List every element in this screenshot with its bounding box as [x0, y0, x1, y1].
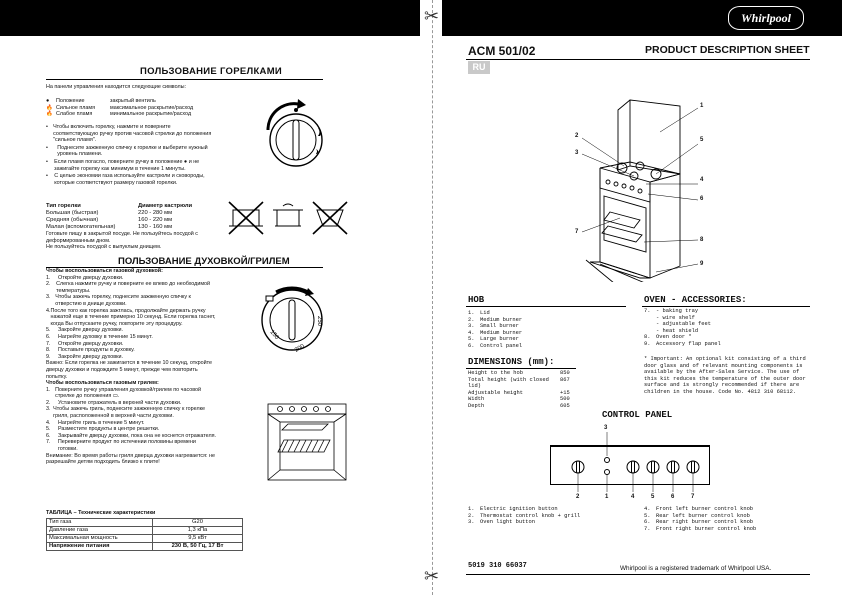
list-item: 3. Small burner: [468, 323, 519, 330]
list-item: - heat shield: [656, 327, 699, 334]
table-row: Напряжение питания 230 В, 50 Гц, 17 Вт: [47, 543, 243, 551]
callout-7: 7: [575, 229, 579, 235]
oven-interior-diagram: [258, 400, 358, 490]
accessories-list: [644, 308, 810, 348]
footer-rule: [466, 574, 810, 575]
callout-lines: [560, 92, 710, 282]
table-row: Width 500: [468, 396, 570, 403]
list-item: 5. Rear left burner control knob: [644, 512, 750, 519]
burner-bullets: • Чтобы включить горелку, нажмите и поверните соответствующую ручку против часовой стрелки до положения "сильное пламя". • Поднесите зажженную спичку к горелке и выберите нужный уровень пламени. • Если пламя погасло, поверните ручку в положение ● и не зажигайте горелку как минимум в течение 1 минуты. • С целью экономии газа используйте кастрюли и сковороды, которые соответствуют размеру газовой горелки.: [46, 124, 212, 186]
list-item: 5. Large burner: [468, 336, 519, 343]
table-row: Давление газа 1,3 кПа: [47, 527, 243, 535]
language-badge: RU: [468, 61, 490, 74]
closed-valve-icon: ●: [46, 98, 50, 104]
fold-line: [432, 0, 433, 595]
panel-label-1: 1: [605, 494, 609, 500]
list-item: - adjustable feet: [656, 321, 711, 328]
list-item: 4. Front left burner control knob: [644, 506, 754, 512]
brand-logo-text: Whirlpool: [740, 11, 791, 25]
small-flame-icon: 🔥: [46, 111, 53, 118]
list-item: 7. - baking tray: [644, 308, 699, 314]
pot-diagrams: [225, 198, 353, 238]
list-item: 8. Oven door *: [644, 334, 692, 341]
spec-title: ТАБЛИЦА – Технические характеристики: [46, 510, 156, 516]
list-item: 1. Lid: [468, 310, 490, 316]
burners-title-rule: [46, 79, 323, 80]
accessories-title: OVEN - ACCESSORIES:: [644, 295, 747, 305]
hob-list: [468, 310, 618, 350]
table-row: Тип газа G20: [47, 519, 243, 527]
list-item: 2. Medium burner: [468, 316, 523, 323]
accessories-rule: [642, 306, 810, 307]
callout-4: 4: [700, 177, 704, 183]
dimensions-table: [468, 370, 578, 410]
control-list-left: [468, 506, 638, 526]
callout-6: 6: [700, 196, 704, 202]
document-code: 5019 310 66037: [468, 562, 527, 570]
list-item: 4. Medium burner: [468, 329, 523, 336]
burners-intro: На панели управления находится следующие символы:: [46, 84, 186, 90]
list-item: 6. Rear right burner control knob: [644, 519, 754, 526]
panel-label-5: 5: [651, 494, 655, 500]
pot-notes: Готовьте пищу в закрытой посуде. Не пользуйтесь посудой с деформированным дном. Не пользуйтесь посудой с выпуклым днищем.: [46, 231, 199, 251]
table-row: Depth 605: [468, 402, 570, 409]
gas-oven-section: Чтобы воспользоваться газовой духовкой: 1. Откройте дверцу духовки. 2. Слегка нажмите ручку и поверните ее влево до необходимой температуры. 3. Чтобы зажечь горелку, поднесите зажженную спичку к отверстию в днище духовки. 4. После того как горелка зажглась, продолжайте держать ручку нажатой еще в течение примерно 10 секунд. Если горелка гаснет, когда Вы отпускаете ручку, повторите эту процедуру. 5. Закройте дверцу духовки. 6. Нагрейте духовку в течение 15 минут. 7. Откройте дверцу духовки. 8. Поставьте продукты в духовку. 9. Закройте дверцу духовки. Важно: Если горелка не зажигается в течение 10 секунд, откройте дверцу духовки и подождите 5 минут, прежде чем повторить попытку. Чтобы воспользоваться газовым грилем: 1. Поверните ручку управления духовкой/грилем по часовой стрелке до положения ▭. 2. Установите отражатель в верхней части духовки. 3. Чтобы зажечь гриль, поднесите зажженную спичку к горелке гриля, расположенной в верхней части духовки. 4. Нагрейте гриль в течение 5 минут. 5. Разместите продукты в центре решетки. 6. Закрывайте дверцу духовки, пока она не коснется отражателя. 7. Переверните продукт по истечении половины времени готовки. Внимание: Во время работы гриля дверца духовки нагревается: не разрешайте детям подходить близко к плите!: [46, 268, 217, 466]
table-row: Total height (with closed lid) 867: [468, 376, 570, 390]
table-row: Adjustable height +15: [468, 389, 570, 396]
large-flame-icon: 🔥: [46, 104, 53, 111]
panel-label-2: 2: [576, 494, 580, 500]
control-list-right: [644, 506, 812, 532]
thermostat-dial-diagram: [252, 280, 332, 360]
list-item: 9. Accessory flap panel: [644, 340, 721, 347]
scissors-icon: ✂: [424, 566, 440, 586]
list-item: 2. Thermostat control knob + grill: [468, 512, 581, 519]
panel-label-4: 4: [631, 494, 635, 500]
list-item: - wire shelf: [656, 314, 695, 321]
header-rule: [466, 59, 810, 60]
doc-title: PRODUCT DESCRIPTION SHEET: [645, 44, 810, 56]
callout-2: 2: [575, 133, 579, 139]
callout-3: 3: [575, 150, 579, 156]
trademark-note: Whirlpool is a registered trademark of Whirlpool USA.: [620, 565, 772, 572]
callout-9: 9: [700, 261, 704, 267]
burners-title: ПОЛЬЗОВАНИЕ ГОРЕЛКАМИ: [140, 66, 283, 77]
dial-label-200: 200: [294, 343, 306, 354]
callout-1: 1: [700, 103, 704, 109]
left-top-bar: [0, 0, 420, 36]
panel-label-6: 6: [671, 494, 675, 500]
oven-title: ПОЛЬЗОВАНИЕ ДУХОВКОЙ/ГРИЛЕМ: [118, 256, 290, 267]
scissors-icon: ✂: [424, 6, 440, 26]
dial-label-250: 250: [316, 316, 322, 327]
callout-8: 8: [700, 237, 704, 243]
control-panel-title: CONTROL PANEL: [602, 410, 673, 420]
list-item: 1. Electric ignition button: [468, 506, 558, 512]
burner-knob-diagram: [258, 96, 330, 176]
spec-table: [46, 518, 243, 551]
list-item: 6. Control panel: [468, 342, 523, 349]
dimensions-rule: [466, 368, 576, 369]
panel-label-7: 7: [691, 494, 695, 500]
hob-title: HOB: [468, 295, 485, 305]
dial-label-150: 150: [268, 329, 280, 341]
important-note: * Important: An optional kit consisting of a third door glass and of relevant mounting components is available by the After-Sales Service. The use of this kit reduces the temperature of the outer door surface and is strongly recommended if there are children in the house. Code No. 4812 310 68112.: [644, 356, 806, 395]
model-title: ACM 501/02: [468, 44, 536, 58]
hob-rule: [466, 306, 626, 307]
table-row: Height to the hob 850: [468, 370, 570, 376]
list-item: 7. Front right burner control knob: [644, 525, 757, 532]
dimensions-title: DIMENSIONS (mm):: [468, 357, 555, 367]
symbol-list: ● Положение закрытый вентиль 🔥 Сильное пламя максимальное раскрытие/расход 🔥 Слабое пламя минимальное раскрытие/расход: [46, 98, 194, 118]
table-row: Максимальная мощность 9,5 кВт: [47, 535, 243, 543]
callout-5: 5: [700, 137, 704, 143]
control-panel-knobs: [550, 432, 710, 496]
burner-table: Тип горелки Диаметр кастрюли Большая (быстрая) 220 - 280 мм Средняя (обычная) 160 - 220 мм Малая (вспомогательная) 130 - 160 мм: [46, 203, 193, 230]
brand-logo: [728, 6, 804, 30]
panel-label-3: 3: [604, 425, 608, 431]
list-item: 3. Oven light button: [468, 519, 535, 526]
